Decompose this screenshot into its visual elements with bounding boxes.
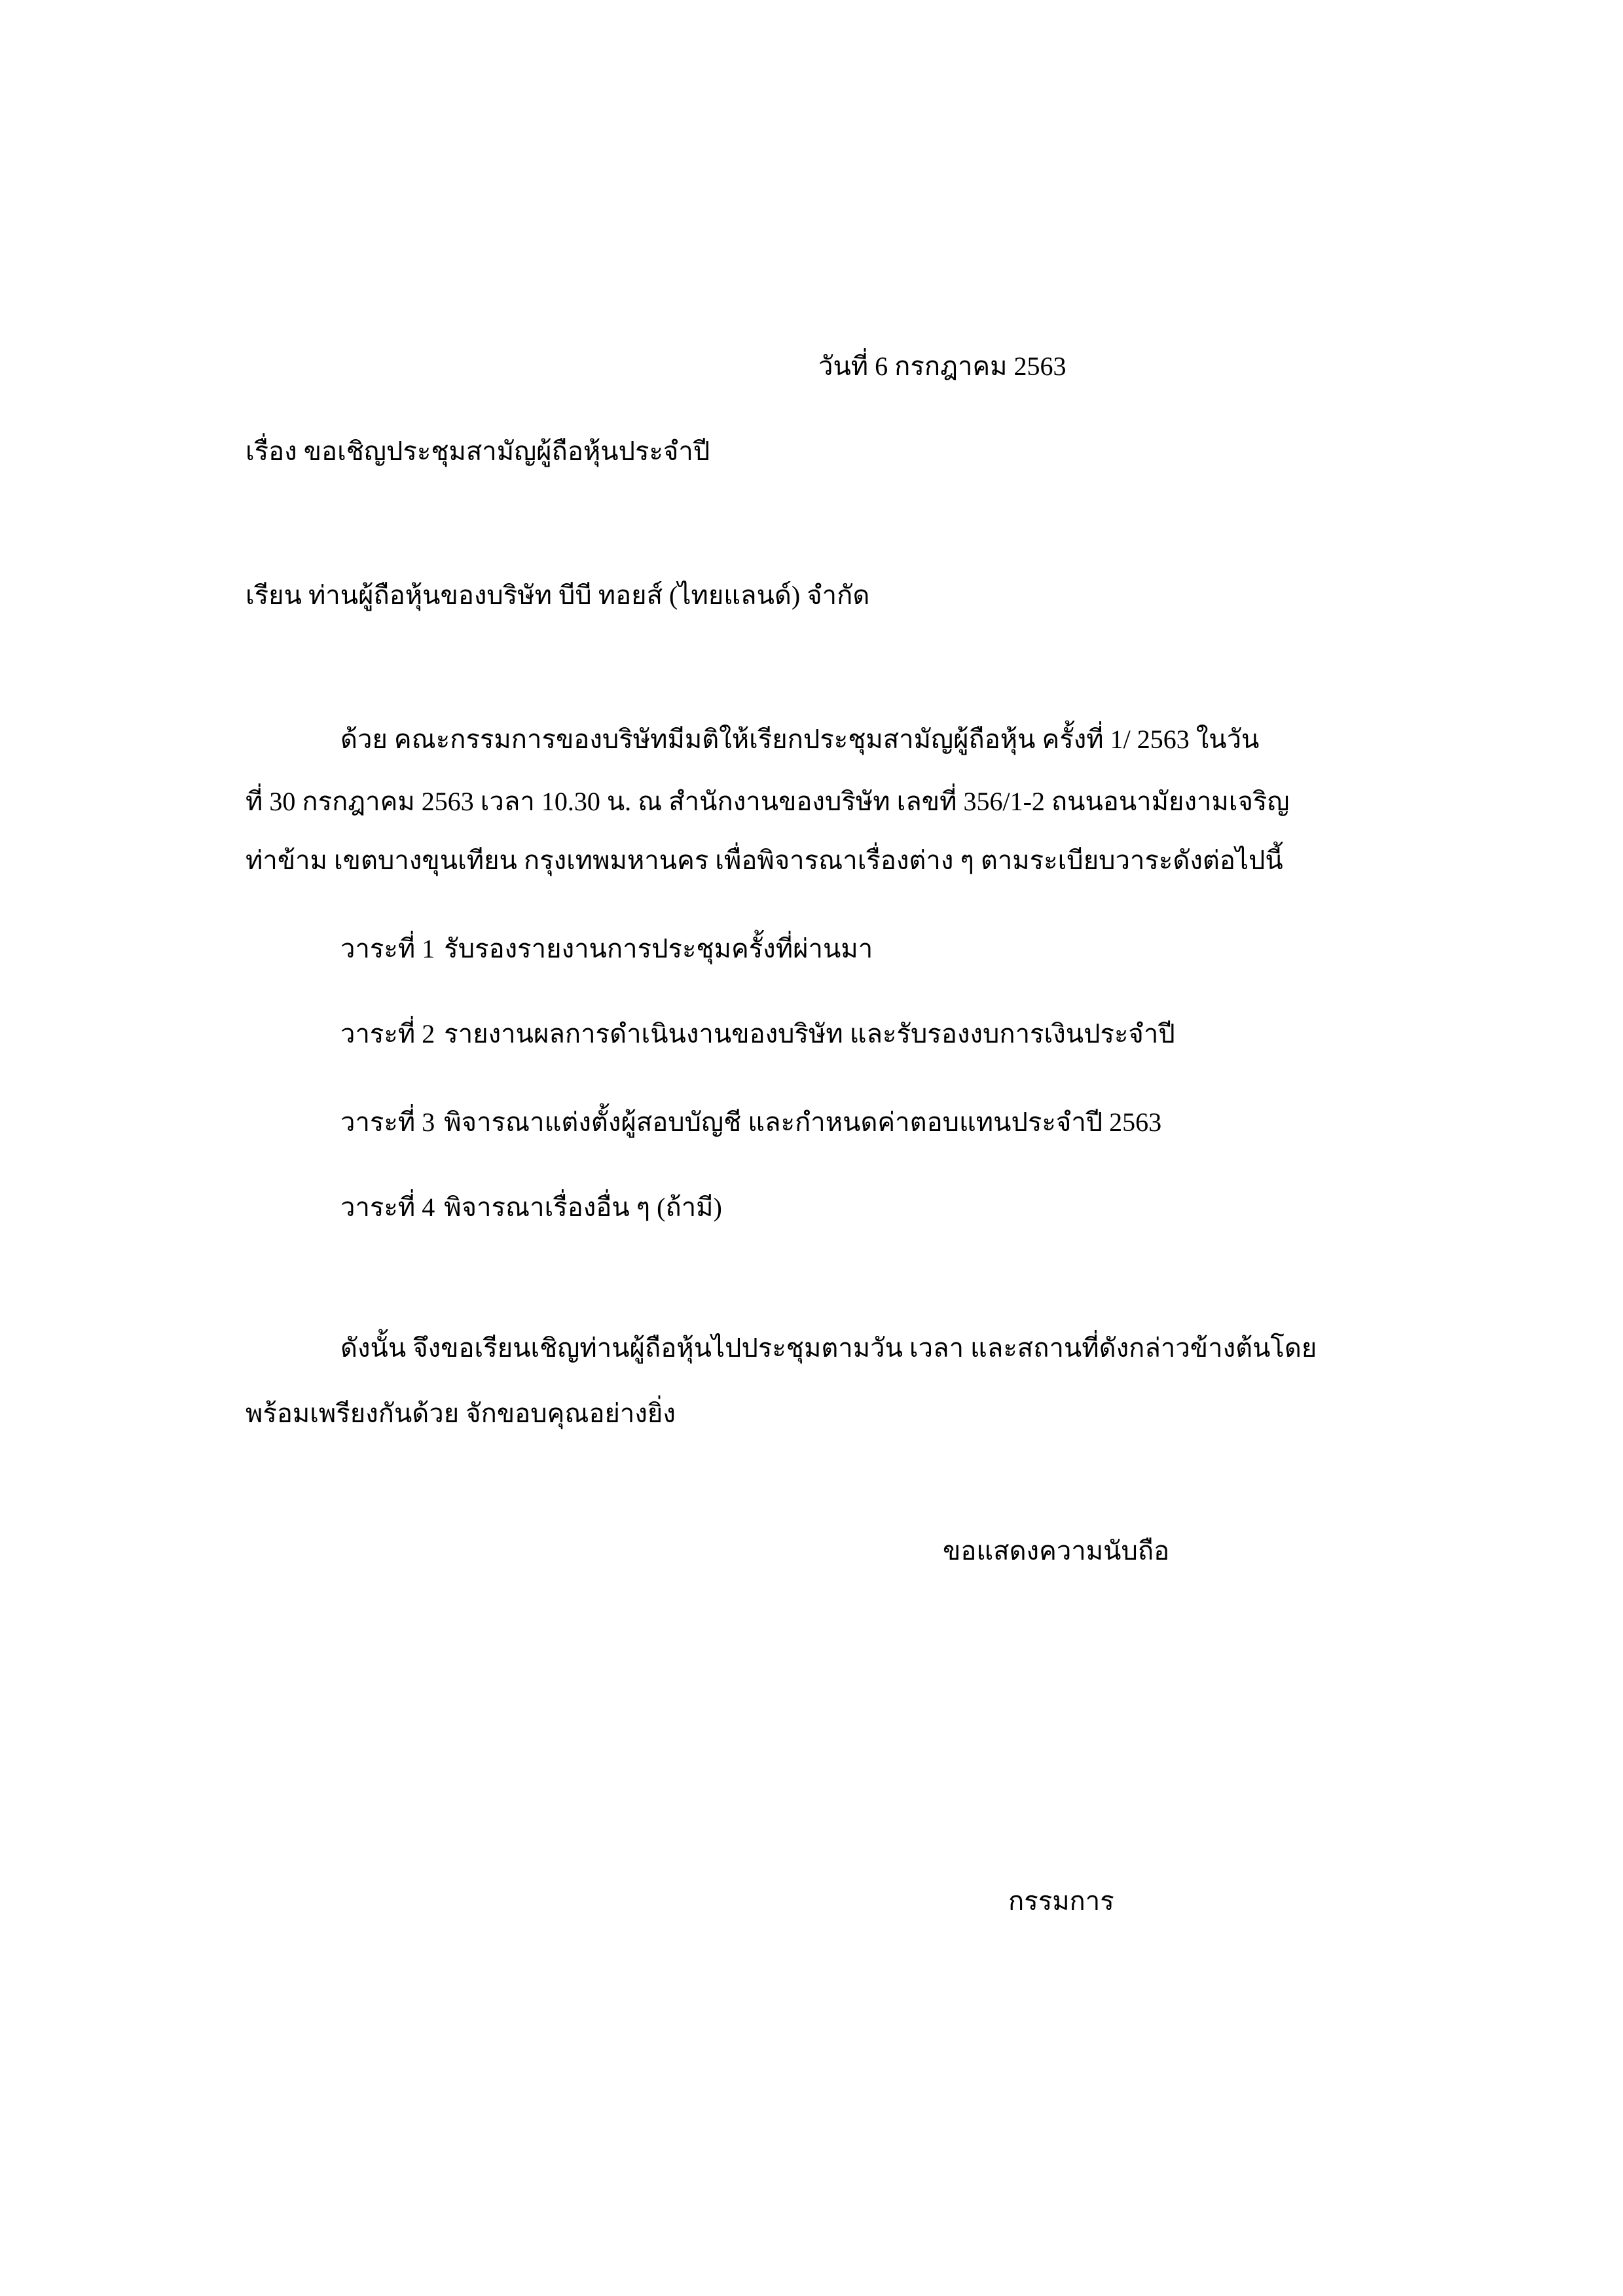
agenda-item-text: พิจารณาแต่งตั้งผู้สอบบัญชี และกำหนดค่าตอบแทนประจำปี 2563 <box>444 1107 1162 1137</box>
agenda-item-label: วาระที่ 4 <box>340 1193 435 1222</box>
body-paragraph-1-line: ท่าข้าม เขตบางขุนเทียน กรุงเทพมหานคร เพื่อพิจารณาเรื่องต่าง ๆ ตามระเบียบวาระดังต่อไปนี้ <box>246 846 1283 875</box>
body-paragraph-1-line: ด้วย คณะกรรมการของบริษัทมีมติให้เรียกประชุมสามัญผู้ถือหุ้น ครั้งที่ 1/ 2563 ในวัน <box>340 725 1260 754</box>
agenda-item-label: วาระที่ 2 <box>340 1019 435 1049</box>
agenda-item-label: วาระที่ 1 <box>340 934 435 963</box>
letter-subject: เรื่อง ขอเชิญประชุมสามัญผู้ถือหุ้นประจำปี <box>246 437 710 466</box>
agenda-item-text: รับรองรายงานการประชุมครั้งที่ผ่านมา <box>444 934 873 963</box>
body-paragraph-1-line: ที่ 30 กรกฎาคม 2563 เวลา 10.30 น. ณ สำนักงานของบริษัท เลขที่ 356/1-2 ถนนอนามัยงามเจริญ <box>246 787 1290 816</box>
letter-date: วันที่ 6 กรกฎาคม 2563 <box>818 351 1067 381</box>
agenda-item-2 <box>340 1021 1175 1047</box>
agenda-item-label: วาระที่ 3 <box>340 1107 435 1137</box>
body-paragraph-2-line: พร้อมเพรียงกันด้วย จักขอบคุณอย่างยิ่ง <box>246 1399 676 1428</box>
agenda-item-text: พิจารณาเรื่องอื่น ๆ (ถ้ามี) <box>444 1193 722 1222</box>
body-paragraph-2-line: ดังนั้น จึงขอเรียนเชิญท่านผู้ถือหุ้นไปประชุมตามวัน เวลา และสถานที่ดังกล่าวข้างต้นโดย <box>340 1333 1317 1363</box>
letter-closing: ขอแสดงความนับถือ <box>943 1536 1170 1566</box>
letter-salutation: เรียน ท่านผู้ถือหุ้นของบริษัท บีบี ทอยส์ (ไทยแลนด์) จำกัด <box>246 581 870 610</box>
agenda-item-4 <box>340 1194 722 1221</box>
agenda-item-text: รายงานผลการดำเนินงานของบริษัท และรับรองงบการเงินประจำปี <box>444 1019 1175 1049</box>
agenda-item-1 <box>340 936 873 962</box>
signature-title: กรรมการ <box>1008 1886 1114 1916</box>
agenda-item-3 <box>340 1109 1161 1136</box>
